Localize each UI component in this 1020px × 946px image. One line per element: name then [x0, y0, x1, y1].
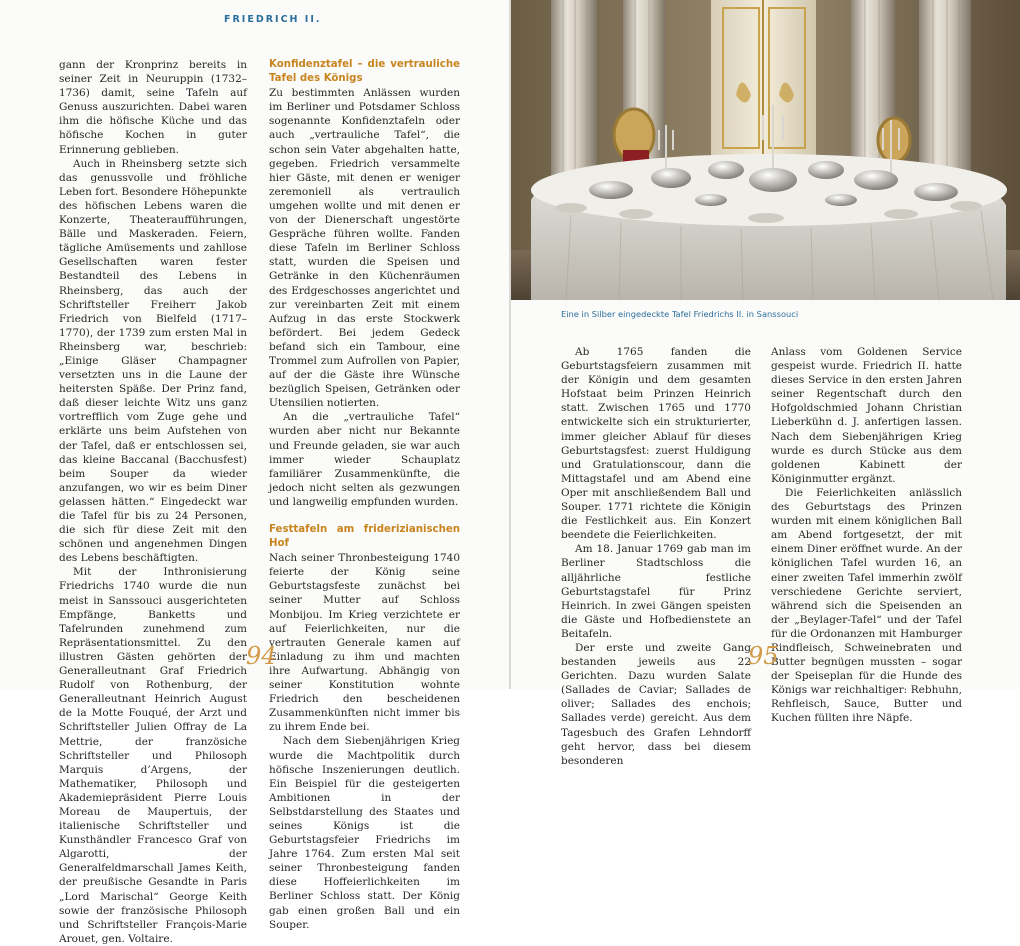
section-heading: Festtafeln am friderizianischen Hof	[269, 524, 460, 550]
paragraph: Der erste und zweite Gang bestanden jeweils aus 22 Gerichten. Dazu wurden Salate (Sallades de Caviar; Sallades de oliver; Sallades des enchois; Sallades verde) gereicht. Aus dem Tagesbuch des Grafen Lehndorff geht hervor, dass bei diesem besonderen	[561, 641, 751, 767]
paragraph: Am 18. Januar 1769 gab man im Berliner Stadtschloss die alljährliche festliche Geburtstagstafel für Prinz Heinrich. In zwei Gängen speisten die Gäste und Hofbedienstete an Beitafeln.	[561, 543, 751, 640]
left-column-1	[59, 58, 247, 946]
paragraph: Zu bestimmten Anlässen wurden im Berliner und Potsdamer Schloss sogenannte Konfidenztafeln oder auch „vertrauliche Tafel“, die schon sein Vater abgehalten hatte, gegeben. Friedrich versammelte hier Gäste, mit denen er weniger zeremoniell als vertraulich umgehen wollte und mit denen er von der Dienerschaft ungestörte Gespräche führen wollte. Fanden diese Tafeln im Berliner Schloss statt, wurden die Speisen und Getränke in den Küchenräumen des Erdgeschosses angerichtet und zur vereinbarten Zeit mit einem Aufzug in das erste Stockwerk befördert. Bei jedem Gedeck befand sich ein Tambour, eine Trommel zum Aufrollen von Papier, auf der die Gäste ihre Wünsche bezüglich Speisen, Getränken oder Utensilien notierten.	[269, 87, 460, 410]
page-number-left: 94	[246, 642, 277, 670]
paragraph: Nach dem Siebenjährigen Krieg wurde die Machtpolitik durch höfische Inszenierungen deutlich. Ein Beispiel für die gesteigerten Ambitionen in der Selbstdarstellung des Staates und seines Königs ist die Geburtstagsfeier Friedrichs im Jahre 1764. Zum ersten Mal seit seiner Thronbesteigung fanden diese Hoffeierlichkeiten im Berliner Schloss statt. Der König gab einen großen Ball und ein Souper.	[269, 735, 460, 931]
paragraph: An die „vertrauliche Tafel“ wurden aber nicht nur Bekannte und Freunde geladen, sie war auch immer wieder Schauplatz familiärer Zusammenkünfte, die jedoch nicht selten als gezwungen und langweilig empfunden wurden.	[269, 411, 460, 508]
banquet-photo-illustration	[511, 0, 1020, 300]
page-number-right: 95	[748, 642, 779, 670]
photo-caption: Eine in Silber eingedeckte Tafel Friedrichs II. in Sanssouci	[561, 309, 799, 319]
paragraph: gann der Kronprinz bereits in seiner Zeit in Neuruppin (1732–1736) damit, seine Tafeln auf Genuss auszurichten. Dabei waren ihm die höfische Küche und das höfische Kochen in guter Erinnerung geblieben.	[59, 59, 247, 156]
paragraph: Mit der Inthronisierung Friedrichs 1740 wurde die nun meist in Sanssouci ausgerichteten Empfänge, Banketts und Tafelrunden zunehmend zum Repräsentationsmittel. Zu den illustren Gästen gehörten der Generalleutnant Graf Friedrich Rudolf von Rothenburg, der Generalleutnant Heinrich August de la Motte Fouqué, der Arzt und Schriftsteller Julien Offray de La Mettrie, der französiche Schriftsteller und Philosoph Marquis d’Argens, der Mathematiker, Philosoph und Akademiepräsident Pierre Louis Moreau de Maupertuis, der italienische Schriftsteller und Kunsthändler Francesco Graf von Algarotti, der Generalfeldmarschall James Keith, der preußische Gesandte in Paris „Lord Marischal“ George Keith sowie der französische Philosoph und Schriftsteller François-Marie Arouet, gen. Voltaire.	[59, 566, 247, 945]
paragraph: Nach seiner Thronbesteigung 1740 feierte der König seine Geburtstagsfeste zunächst bei seiner Mutter auf Schloss Monbijou. Im Krieg verzichtete er auf Feierlichkeiten, nur die vertrauten Generale kamen auf Einladung zu ihm und machten ihre Aufwartung. Abhängig von seiner Konstitution wohnte Friedrich den bescheidenen Zusammenkünften nicht immer bis zu ihrem Ende bei.	[269, 552, 460, 734]
section-heading: Konfidenztafel – die vertrauliche Tafel des Königs	[269, 59, 460, 85]
paragraph: Anlass vom Goldenen Service gespeist wurde. Friedrich II. hatte dieses Service in den ersten Jahren seiner Regentschaft durch den Hofgoldschmied Johann Christian Lieberkühn d. J. anfertigen lassen. Nach dem Siebenjährigen Krieg wurde es durch Stücke aus dem goldenen Kabinett der Königinmutter ergänzt.	[771, 346, 962, 485]
running-head: FRIEDRICH II.	[224, 14, 322, 25]
paragraph: Auch in Rheinsberg setzte sich das genussvolle und fröhliche Leben fort. Besondere Höhepunkte des höfischen Lebens waren die Konzerte, Theateraufführungen, Bälle und Maskeraden. Feiern, tägliche Amüsements und zahllose Gesellschaften waren fester Bestandteil des Lebens in Rheinsberg, das auch der Schriftsteller Freiherr Jakob Friedrich von Bielfeld (1717–1770), der 1739 zum ersten Mal in Rheinsberg war, beschrieb: „Einige Gläser Champagner versetzten uns in die Laune der heitersten Späße. Der Prinz fand, daß dieser leichte Witz uns ganz vortrefflich vom Zuge gehe und erklärte uns beim Aufstehen von der Tafel, daß er entschlossen sei, das kleine Baccanal (Bacchusfest) beim Souper da wieder anzufangen, wo wir es beim Diner gelassen hätten.“ Eingedeckt war die Tafel für bis zu 24 Personen, die sich für diese Zeit mit den schönen und angenehmen Dingen des Lebens beschäftigten.	[59, 157, 247, 565]
banquet-photo	[511, 0, 1020, 300]
right-column-2	[771, 345, 962, 726]
right-column-1	[561, 345, 751, 768]
left-column-2	[269, 58, 460, 932]
paragraph: Ab 1765 fanden die Geburtstagsfeiern zusammen mit der Königin und dem gesamten Hofstaat beim Prinzen Heinrich statt. Zwischen 1765 und 1770 entwickelte sich ein strukturierter, immer gleicher Ablauf für dieses Geburtstagsfest: zuerst Huldigung und Gratulationscour, dann die Mittagstafel und am Abend eine Oper mit anschließendem Ball und Souper. 1771 richtete die Königin die Festlichkeit aus. Ein Konzert beendete die Feierlichkeiten.	[561, 346, 751, 542]
paragraph: Die Feierlichkeiten anlässlich des Geburtstags des Prinzen wurden mit einem königlichen Ball am Abend fortgesetzt, der mit einem Diner eröffnet wurde. An der königlichen Tafel wurden 16, an einer zweiten Tafel immerhin zwölf verschiedene Gerichte serviert, während sich die Speisenden an der „Beylager-Tafel“ und der Tafel für die Ordonanzen mit Hamburger Rindfleisch, Schweinebraten und Butter begnügen mussten – sogar der Speiseplan für die Hunde des Königs war reichhaltiger: Rebhuhn, Rehfleisch, Sauce, Butter und Kuchen füllten ihre Näpfe.	[771, 486, 962, 725]
